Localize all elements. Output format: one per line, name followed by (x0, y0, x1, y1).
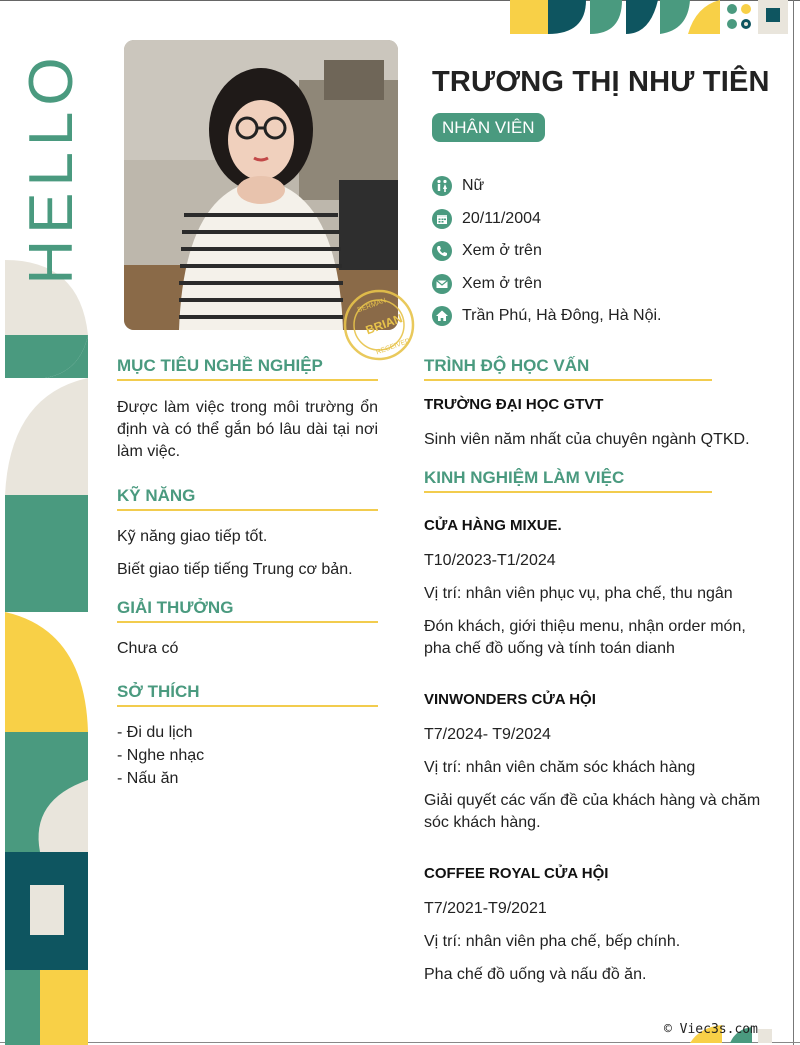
calendar-icon (432, 209, 452, 229)
position-badge: NHÂN VIÊN (432, 113, 545, 142)
job-entry-2 (424, 691, 774, 834)
stamp-seal (342, 288, 416, 362)
job-entry-3 (424, 865, 774, 986)
top-decoration (510, 0, 794, 34)
contact-phone-value: Xem ở trên (462, 242, 542, 260)
home-icon (432, 306, 452, 326)
hobby-item-3: - Nấu ăn (117, 770, 179, 787)
job-entry-1 (424, 517, 774, 660)
contact-phone (432, 235, 662, 268)
left-column (117, 356, 378, 790)
candidate-name: TRƯƠNG THỊ NHƯ TIÊN (432, 66, 770, 98)
experience-title: KINH NGHIỆM LÀM VIỆC (424, 468, 712, 493)
contact-list (432, 170, 662, 333)
job-description: Pha chế đồ uống và nấu đồ ăn. (424, 966, 647, 983)
photo-illustration (124, 40, 398, 330)
hello-watermark: HELLO (17, 51, 86, 285)
job-description: Giải quyết các vấn đề của khách hàng và chăm sóc khách hàng. (424, 792, 761, 831)
job-company: VINWONDERS CỬA HỘI (424, 691, 596, 708)
svg-text:BRIAN: BRIAN (363, 311, 405, 338)
skill-item-1: Kỹ năng giao tiếp tốt. (117, 528, 268, 545)
job-role: Vị trí: nhân viên pha chế, bếp chính. (424, 933, 681, 950)
education-school: TRƯỜNG ĐẠI HỌC GTVT (424, 396, 604, 413)
hobbies-title: SỞ THÍCH (117, 682, 378, 707)
top-pattern-shapes (510, 0, 794, 34)
job-period: T7/2021-T9/2021 (424, 900, 547, 917)
contact-email (432, 268, 662, 301)
job-role: Vị trí: nhân viên chăm sóc khách hàng (424, 759, 696, 776)
received-stamp (342, 288, 416, 362)
phone-icon (432, 241, 452, 261)
svg-text:BERMAN: BERMAN (356, 297, 388, 315)
mail-icon (432, 274, 452, 294)
contact-email-value: Xem ở trên (462, 274, 542, 292)
svg-text:RECEIVED: RECEIVED (375, 337, 412, 357)
job-period: T7/2024- T9/2024 (424, 726, 551, 743)
job-company: COFFEE ROYAL CỬA HỘI (424, 865, 609, 882)
education-title: TRÌNH ĐỘ HỌC VẤN (424, 356, 712, 381)
objective-title: MỤC TIÊU NGHỀ NGHIỆP (117, 356, 378, 381)
job-company: CỬA HÀNG MIXUE. (424, 517, 562, 534)
contact-address (432, 300, 662, 333)
left-decoration (0, 0, 95, 1045)
contact-address-value: Trần Phú, Hà Đông, Hà Nội. (462, 307, 662, 325)
frame-right-line (793, 0, 794, 1045)
hobby-item-2: - Nghe nhạc (117, 747, 205, 764)
job-period: T10/2023-T1/2024 (424, 552, 556, 569)
objective-text: Được làm việc trong môi trường ổn định và có thể gắn bó lâu dài tại nơi làm việc. (117, 399, 378, 460)
contact-birthday (432, 203, 662, 236)
awards-text: Chưa có (117, 640, 179, 657)
copyright-text: © Viec3s.com (664, 1022, 758, 1037)
job-role: Vị trí: nhân viên phục vụ, pha chế, thu ngân (424, 585, 733, 602)
hobby-item-1: - Đi du lịch (117, 724, 193, 741)
skill-item-2: Biết giao tiếp tiếng Trung cơ bản. (117, 561, 353, 578)
education-detail: Sinh viên năm nhất của chuyên ngành QTKD. (424, 431, 750, 448)
contact-gender-value: Nữ (462, 177, 485, 195)
profile-photo (124, 40, 398, 330)
awards-title: GIẢI THƯỞNG (117, 598, 378, 623)
contact-birthday-value: 20/11/2004 (462, 209, 541, 227)
contact-gender (432, 170, 662, 203)
gender-icon (432, 176, 452, 196)
skills-title: KỸ NĂNG (117, 486, 378, 511)
job-description: Đón khách, giới thiệu menu, nhận order món, pha chế đồ uống và tính toán dianh (424, 618, 746, 657)
right-column (424, 356, 774, 986)
